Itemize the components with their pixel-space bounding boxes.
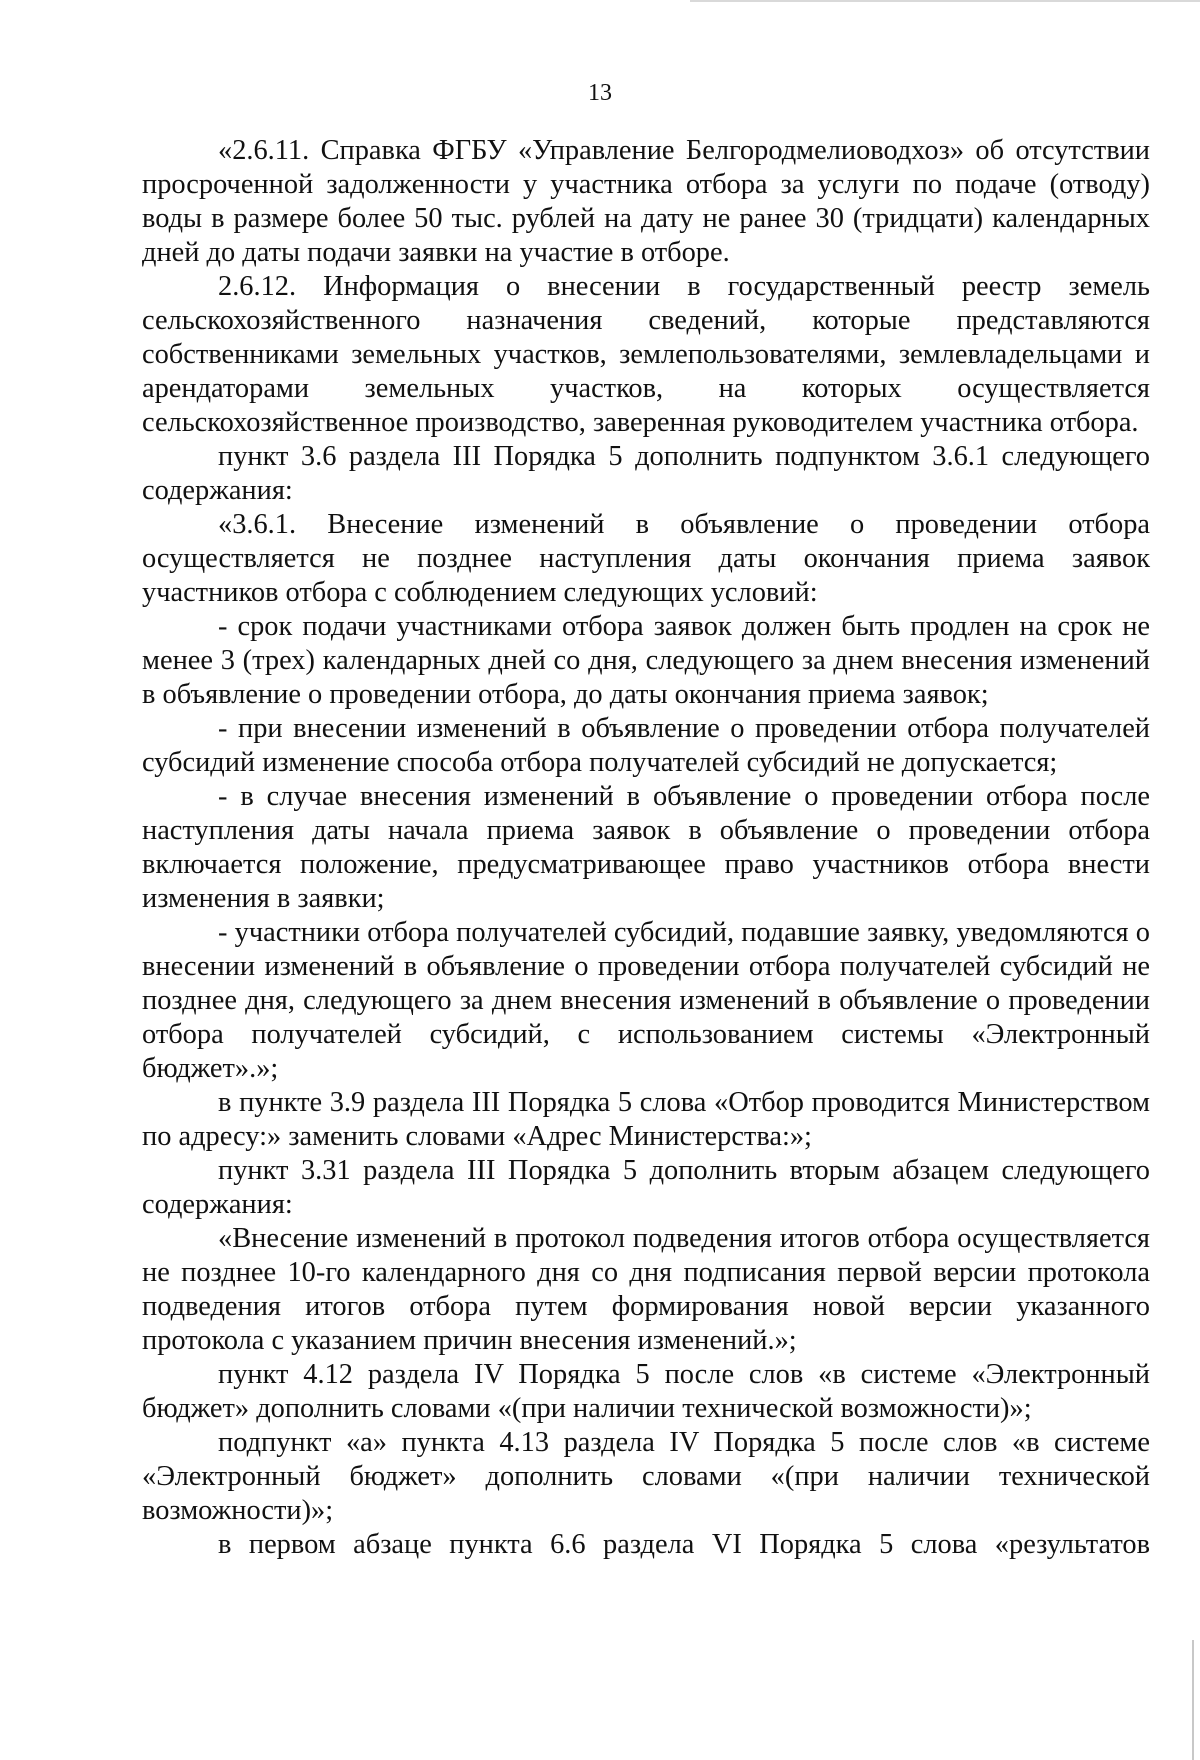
paragraph-condition-changes: - в случае внесения изменений в объявление о проведении отбора после наступления даты начала приема заявок в объявление о проведении отбора включается положение, предусматривающее право участников отбора внести изменения в заявки; xyxy=(142,781,1150,914)
paragraph-2-6-12: 2.6.12. Информация о внесении в государственный реестр земель сельскохозяйственного назначения сведений, которые представляются собственниками земельных участков, землепользователями, землевладельцами и арендаторами земельных участков, на которых осуществляется сельскохозяйственное производство, заверенная руководителем участника отбора. xyxy=(142,271,1150,438)
paragraph-2-6-11: «2.6.11. Справка ФГБУ «Управление Белгородмелиоводхоз» об отсутствии просроченной задолженности у участника отбора за услуги по подаче (отводу) воды в размере более 50 тыс. рублей на дату не ранее 30 (тридцати) календарных дней до даты подачи заявки на участие в отборе. xyxy=(142,135,1150,268)
paragraph-amend-6-6: в первом абзаце пункта 6.6 раздела VI Порядка 5 слова «результатов xyxy=(218,1529,1150,1560)
paragraph-condition-method: - при внесении изменений в объявление о проведении отбора получателей субсидий изменение способа отбора получателей субсидий не допускается; xyxy=(142,713,1150,778)
paragraph-amend-3-9: в пункте 3.9 раздела III Порядка 5 слова «Отбор проводится Министерством по адресу:» заменить словами «Адрес Министерства:»; xyxy=(142,1087,1150,1152)
paragraph-condition-notify: - участники отбора получателей субсидий, подавшие заявку, уведомляются о внесении изменений в объявление о проведении отбора получателей субсидий не позднее дня, следующего за днем внесения изменений в объявление о проведении отбора получателей субсидий, с использованием системы «Электронный бюджет».»; xyxy=(142,917,1150,1084)
page-number: 13 xyxy=(588,80,612,106)
scan-edge-right xyxy=(1192,1640,1194,1760)
paragraph-amend-3-6: пункт 3.6 раздела III Порядка 5 дополнить подпунктом 3.6.1 следующего содержания: xyxy=(142,441,1150,506)
paragraph-amend-4-13: подпункт «а» пункта 4.13 раздела IV Порядка 5 после слов «в системе «Электронный бюджет» дополнить словами «(при наличии технической возможности)»; xyxy=(142,1427,1150,1526)
document-body xyxy=(142,134,1150,1562)
paragraph-amend-3-31: пункт 3.31 раздела III Порядка 5 дополнить вторым абзацем следующего содержания: xyxy=(142,1155,1150,1220)
paragraph-3-6-1: «3.6.1. Внесение изменений в объявление о проведении отбора осуществляется не позднее наступления даты окончания приема заявок участников отбора с соблюдением следующих условий: xyxy=(142,509,1150,608)
paragraph-condition-deadline: - срок подачи участниками отбора заявок должен быть продлен на срок не менее 3 (трех) календарных дней со дня, следующего за днем внесения изменений в объявление о проведении отбора, до даты окончания приема заявок; xyxy=(142,611,1150,710)
scan-edge-top xyxy=(690,0,1200,2)
paragraph-protocol-changes: «Внесение изменений в протокол подведения итогов отбора осуществляется не позднее 10-го календарного дня со дня подписания первой версии протокола подведения итогов отбора путем формирования новой версии указанного протокола с указанием причин внесения изменений.»; xyxy=(142,1223,1150,1356)
paragraph-amend-4-12: пункт 4.12 раздела IV Порядка 5 после слов «в системе «Электронный бюджет» дополнить словами «(при наличии технической возможности)»; xyxy=(142,1359,1150,1424)
